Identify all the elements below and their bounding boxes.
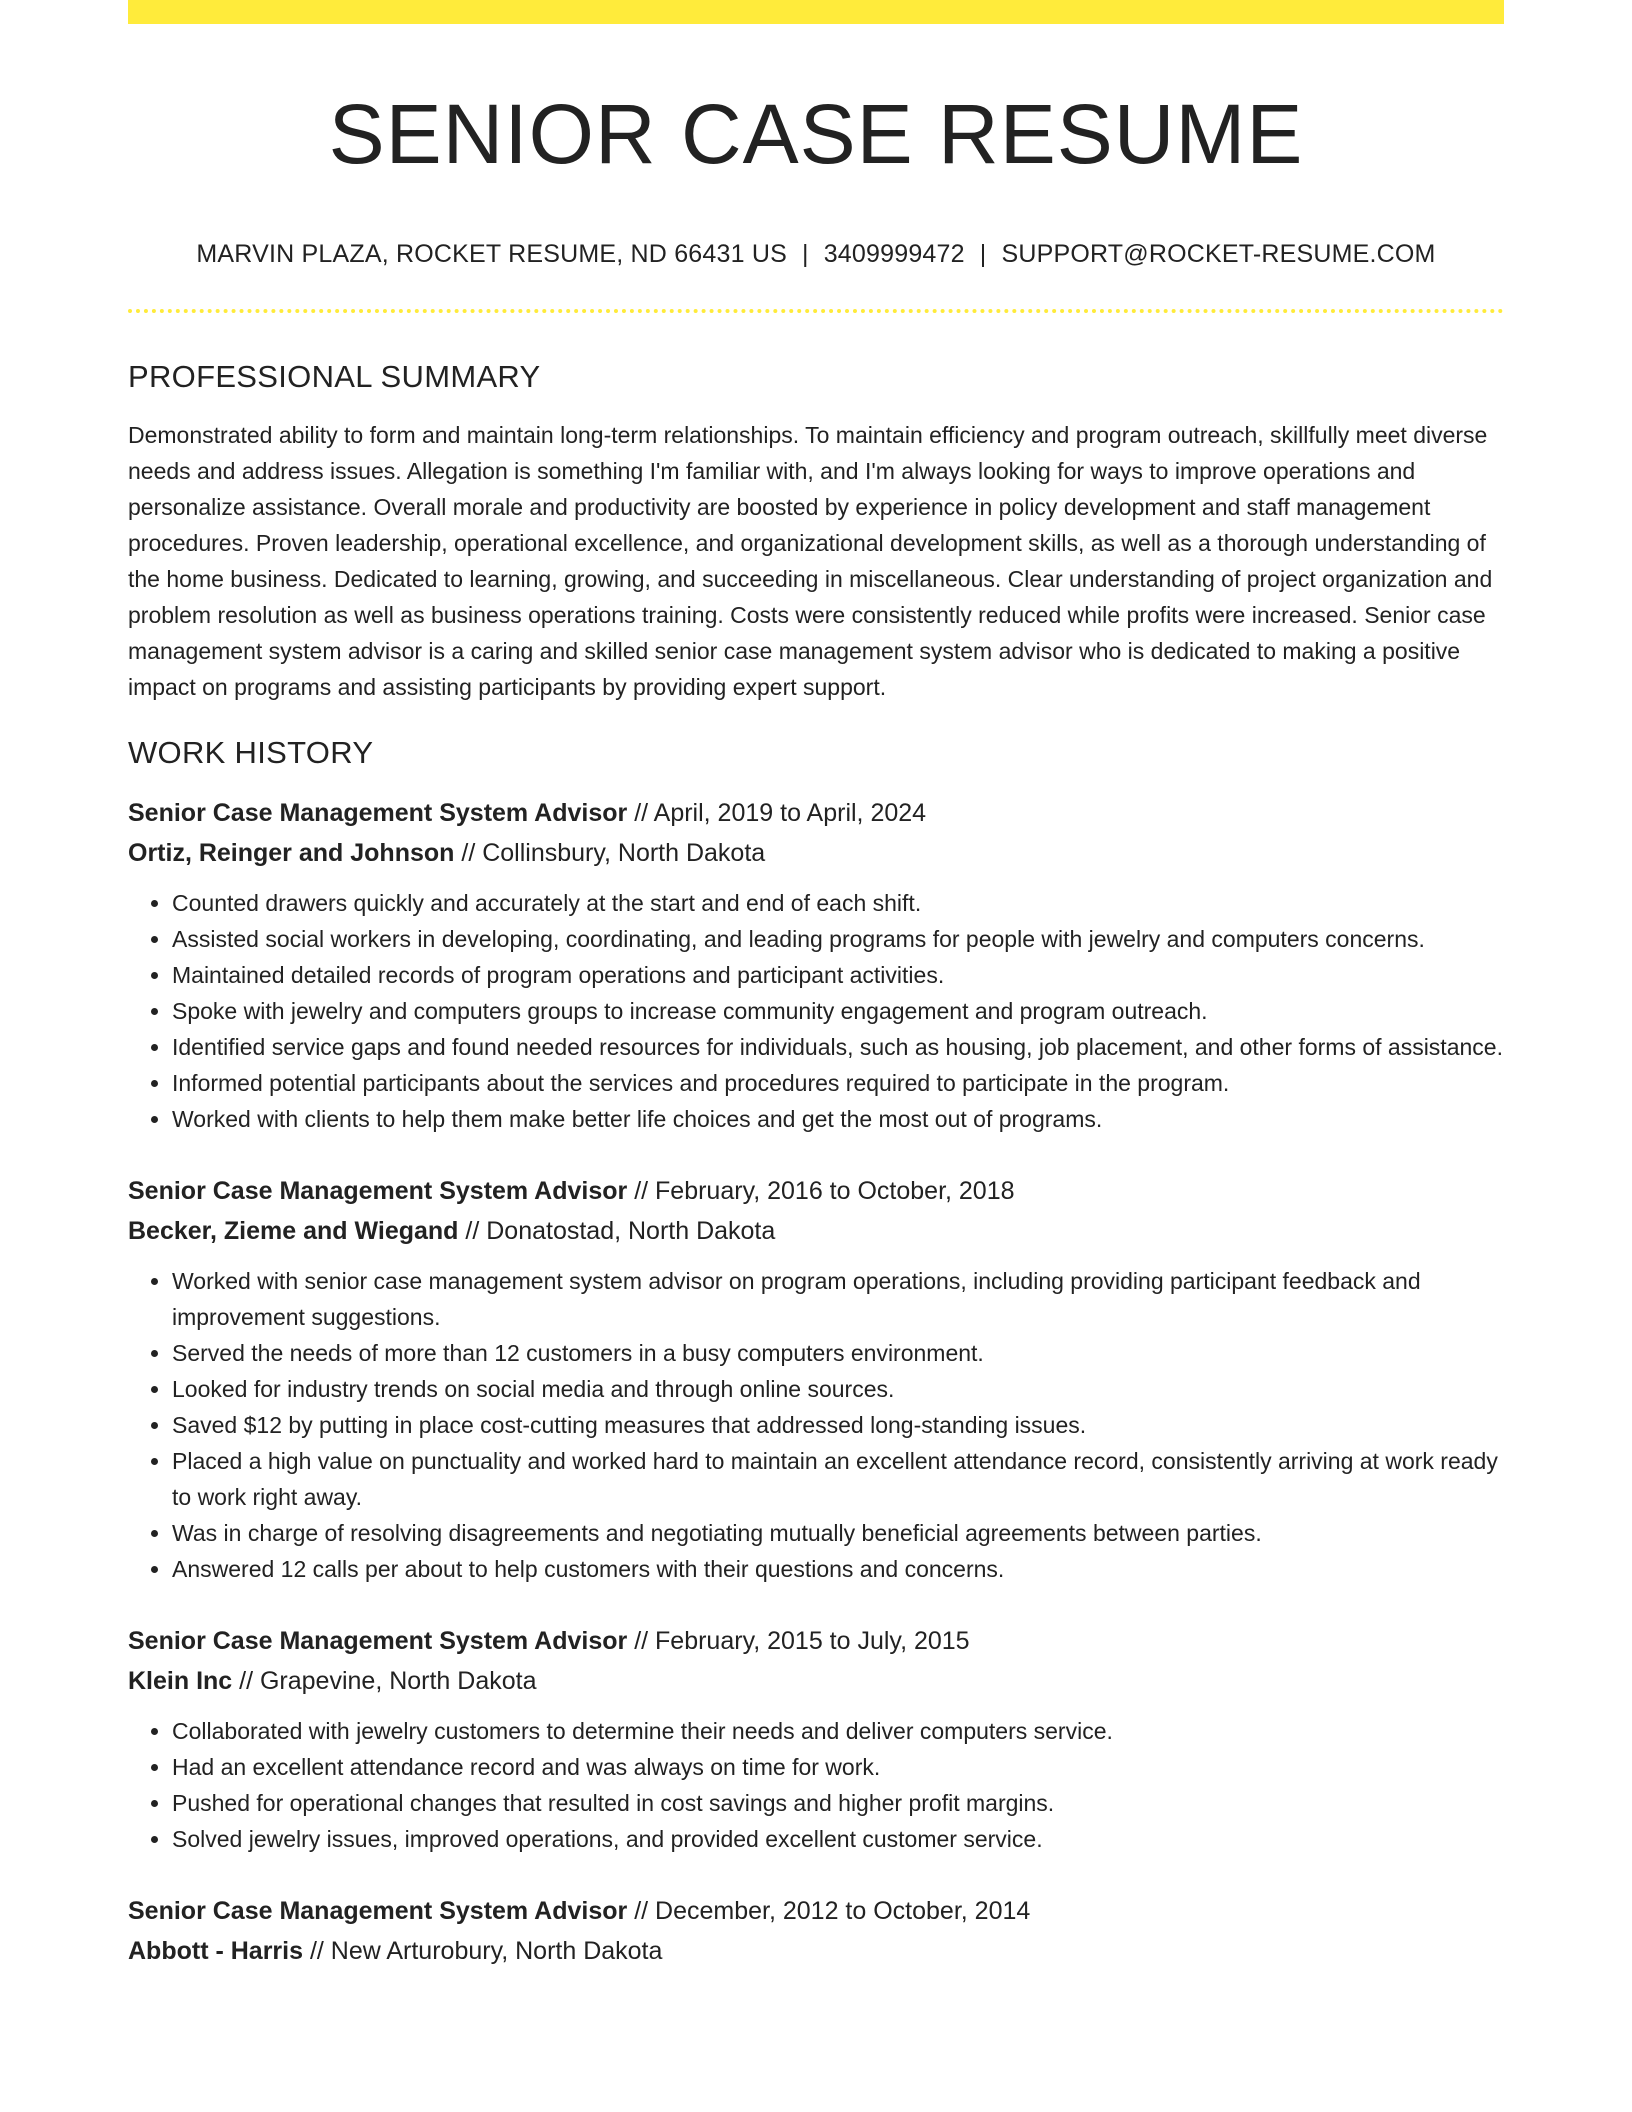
job-role-line	[128, 1891, 1504, 1931]
job-bullet: • Worked with senior case management system advisor on program operations, including providing participant feedback and improvement suggestions.	[172, 1263, 1504, 1335]
job-bullet: • Was in charge of resolving disagreements and negotiating mutually beneficial agreements between parties.	[172, 1515, 1504, 1551]
job-company: Ortiz, Reinger and Johnson	[128, 839, 455, 867]
job-entry	[128, 793, 1504, 1137]
job-bullet: • Had an excellent attendance record and was always on time for work.	[172, 1749, 1504, 1785]
summary-text: Demonstrated ability to form and maintain long-term relationships. To maintain efficiency and program outreach, skillfully meet diverse needs and address issues. Allegation is something I'm familiar with, and I'm always looking for ways to improve operations and personalize assistance. Overall morale and productivity are boosted by experience in policy development and staff management procedures. Proven leadership, operational excellence, and organizational development skills, as well as a thorough understanding of the home business. Dedicated to learning, growing, and succeeding in miscellaneous. Clear understanding of project organization and problem resolution as well as business operations training. Costs were consistently reduced while profits were increased. Senior case management system advisor is a caring and skilled senior case management system advisor who is dedicated to making a positive impact on programs and assisting participants by providing expert support.	[128, 422, 1493, 700]
top-accent-bar	[128, 0, 1504, 24]
contact-separator: |	[979, 240, 987, 268]
job-company-line	[128, 1211, 1504, 1251]
job-dates: // February, 2015 to July, 2015	[627, 1627, 970, 1655]
job-dates: // February, 2016 to October, 2018	[627, 1177, 1015, 1205]
job-company-line	[128, 1661, 1504, 1701]
job-entry	[128, 1891, 1504, 1971]
job-entry	[128, 1171, 1504, 1587]
job-bullets	[128, 1713, 1504, 1857]
job-location: // Grapevine, North Dakota	[232, 1667, 537, 1695]
job-bullet: • Assisted social workers in developing, coordinating, and leading programs for people with jewelry and computers concerns.	[172, 921, 1504, 957]
job-bullet: • Collaborated with jewelry customers to determine their needs and deliver computers service.	[172, 1713, 1504, 1749]
job-company: Becker, Zieme and Wiegand	[128, 1217, 459, 1245]
job-bullet: • Looked for industry trends on social media and through online sources.	[172, 1371, 1504, 1407]
job-bullets	[128, 885, 1504, 1137]
contact-separator: |	[802, 240, 809, 268]
resume-name: SENIOR CASE RESUME	[328, 87, 1304, 181]
job-bullet: • Solved jewelry issues, improved operations, and provided excellent customer service.	[172, 1821, 1504, 1857]
job-role-line	[128, 1171, 1504, 1211]
contact-email: SUPPORT@ROCKET-RESUME.COM	[1001, 240, 1436, 268]
job-bullets	[128, 1263, 1504, 1587]
dotted-divider	[128, 309, 1504, 313]
job-role-line	[128, 1621, 1504, 1661]
job-bullet: • Maintained detailed records of program operations and participant activities.	[172, 957, 1504, 993]
job-role-line	[128, 793, 1504, 833]
job-location: // New Arturobury, North Dakota	[303, 1937, 663, 1965]
job-bullet: • Informed potential participants about the services and procedures required to participate in the program.	[172, 1065, 1504, 1101]
job-bullet: • Spoke with jewelry and computers groups to increase community engagement and program outreach.	[172, 993, 1504, 1029]
job-bullet: • Answered 12 calls per about to help customers with their questions and concerns.	[172, 1551, 1504, 1587]
job-location: // Collinsbury, North Dakota	[454, 839, 766, 867]
job-role: Senior Case Management System Advisor	[128, 1627, 628, 1655]
job-bullet: • Pushed for operational changes that resulted in cost savings and higher profit margins.	[172, 1785, 1504, 1821]
contact-line	[128, 238, 1504, 270]
job-bullet: • Saved $12 by putting in place cost-cutting measures that addressed long-standing issues.	[172, 1407, 1504, 1443]
job-company-line	[128, 1931, 1504, 1971]
job-role: Senior Case Management System Advisor	[128, 1897, 628, 1925]
job-bullet: • Counted drawers quickly and accurately at the start and end of each shift.	[172, 885, 1504, 921]
job-location: // Donatostad, North Dakota	[458, 1217, 776, 1245]
job-bullet: • Worked with clients to help them make better life choices and get the most out of programs.	[172, 1101, 1504, 1137]
job-company-line	[128, 833, 1504, 873]
job-role: Senior Case Management System Advisor	[128, 1177, 628, 1205]
job-company: Klein Inc	[128, 1667, 233, 1695]
job-dates: // April, 2019 to April, 2024	[627, 799, 927, 827]
job-bullet: • Identified service gaps and found needed resources for individuals, such as housing, job placement, and other forms of assistance.	[172, 1029, 1504, 1065]
job-dates: // December, 2012 to October, 2014	[627, 1897, 1031, 1925]
resume-page	[128, 0, 1504, 1971]
job-role: Senior Case Management System Advisor	[128, 799, 628, 827]
contact-phone: 3409999472	[823, 240, 965, 268]
job-entry	[128, 1621, 1504, 1857]
job-bullet: • Placed a high value on punctuality and worked hard to maintain an excellent attendance record, consistently arriving at work ready to work right away.	[172, 1443, 1504, 1515]
job-company: Abbott - Harris	[128, 1937, 303, 1965]
work-history-heading: WORK HISTORY	[128, 735, 374, 770]
contact-address: MARVIN PLAZA, ROCKET RESUME, ND 66431 US	[196, 240, 787, 268]
summary-heading: PROFESSIONAL SUMMARY	[128, 359, 541, 394]
job-bullet: • Served the needs of more than 12 customers in a busy computers environment.	[172, 1335, 1504, 1371]
